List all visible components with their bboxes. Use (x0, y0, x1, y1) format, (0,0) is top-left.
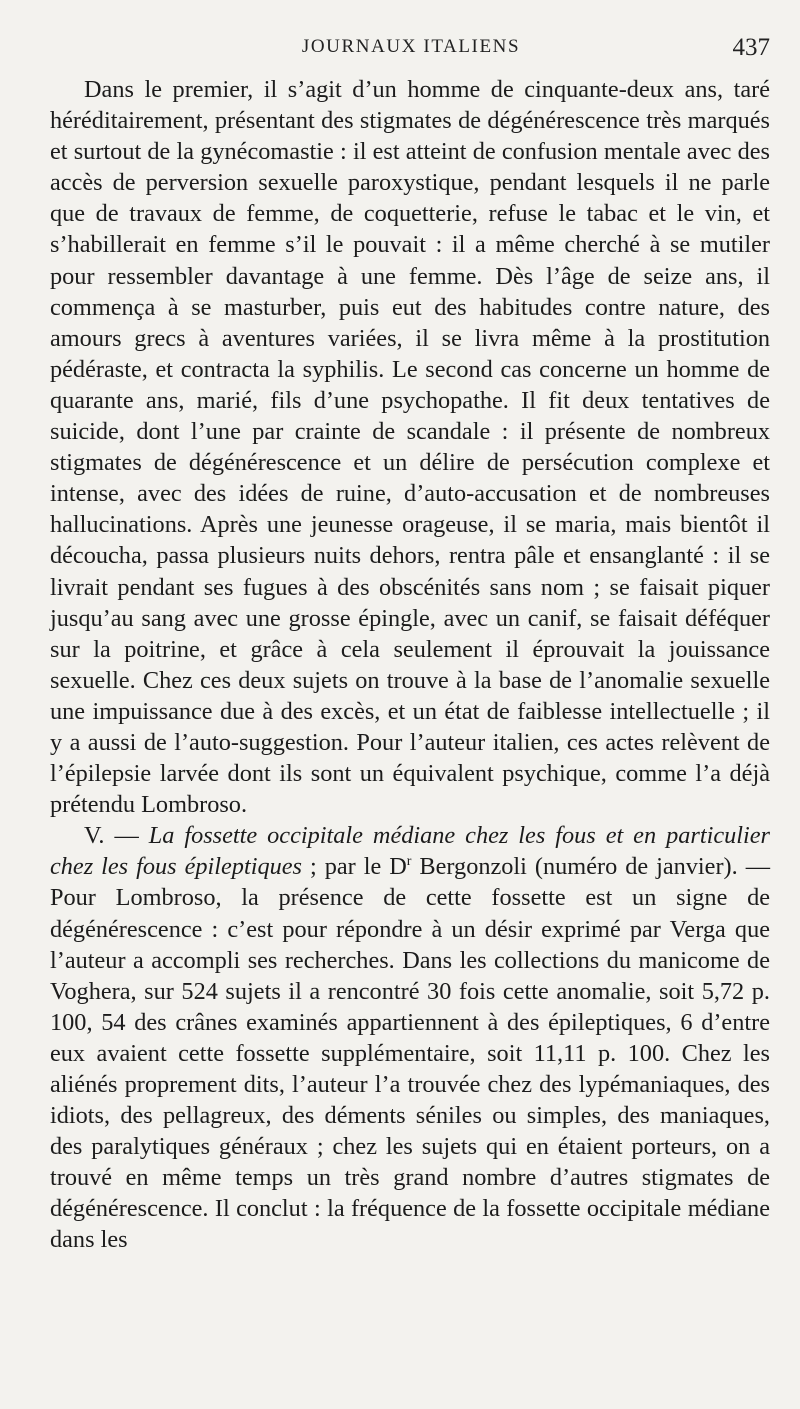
page-number: 437 (732, 34, 770, 61)
section-author-superscript: r (406, 854, 412, 870)
section-author-tail: Bergonzoli (numéro de janvier). — (411, 853, 770, 881)
section-title: La fossette occipitale médiane chez les fous et en particulier chez les fous épileptiques (50, 822, 770, 881)
running-head (52, 36, 770, 66)
paragraph-2-text: Pour Lombroso, la présence de cette fossette est un signe de dégénérescence : c’est pour répondre à un désir exprimé par Verga que l’auteur a accompli ses recherches. Dans les collections du manicome de Voghera, sur 524 sujets il a rencontré 30 fois cette anomalie, soit 5,72 p. 100, 54 des crânes examinés appartiennent à des épileptiques, 6 d’entre eux avaient cette fossette supplémentaire, soit 11,11 p. 100. Chez les aliénés proprement dits, l’auteur l’a trouvée chez des lypémaniaques, des idiots, des pellagreux, des déments séniles ou simples, des maniaques, des paralytiques généraux ; chez les sujets qui en étaient porteurs, on a trouvé en même temps un très grand nombre d’autres stigmates de dégénérescence. Il conclut : la fréquence de la fossette occipitale médiane dans les (50, 884, 770, 1254)
running-title: JOURNAUX ITALIENS (301, 36, 521, 57)
paragraph-1-text: Dans le premier, il s’agit d’un homme de cinquante-deux ans, taré héréditairement, présentant des stigmates de dégénérescence très marqués et surtout de la gynécomastie : il est atteint de confusion mentale avec des accès de perversion sexuelle paroxystique, pendant lesquels il ne parle que de travaux de femme, de coquetterie, refuse le tabac et le vin, et s’habillerait en femme s’il le pouvait : il a même cherché à se mutiler pour ressembler davantage à une femme. Dès l’âge de seize ans, il commença à se masturber, puis eut des habitudes contre nature, des amours grecs à aventures variées, il se livra même à la prostitution pédéraste, et contracta la syphilis. Le second cas concerne un homme de quarante ans, marié, fils d’une psychopathe. Il fit deux tentatives de suicide, dont l’une par crainte de scandale : il présente de nombreux stigmates de dégénérescence et un délire de persécution complexe et intense, avec des idées de ruine, d’auto-accusation et de nombreuses hallucinations. Après une jeunesse orageuse, il se maria, mais bientôt il découcha, passa plusieurs nuits dehors, rentra pâle et ensanglanté : il se livrait pendant ses fugues à des obscénités sans nom ; se faisait piquer jusqu’au sang avec une grosse épingle, avec un canif, se faisait déféquer sur la poitrine, et grâce à cela seulement il éprouvait la jouissance sexuelle. Chez ces deux sujets on trouve à la base de l’anomalie sexuelle une impuissance due à des excès, et un état de faiblesse intellectuelle ; il y a aussi de l’auto-suggestion. Pour l’auteur italien, ces actes relèvent de l’épilepsie larvée dont ils sont un équivalent psychique, comme l’a déjà prétendu Lombroso. (50, 76, 770, 819)
section-author-lead: ; par le D (302, 853, 407, 881)
body-text (50, 74, 770, 1256)
section-number: V. — (84, 822, 149, 850)
paragraph-case-descriptions (50, 74, 770, 820)
paragraph-section-v (50, 820, 770, 1255)
